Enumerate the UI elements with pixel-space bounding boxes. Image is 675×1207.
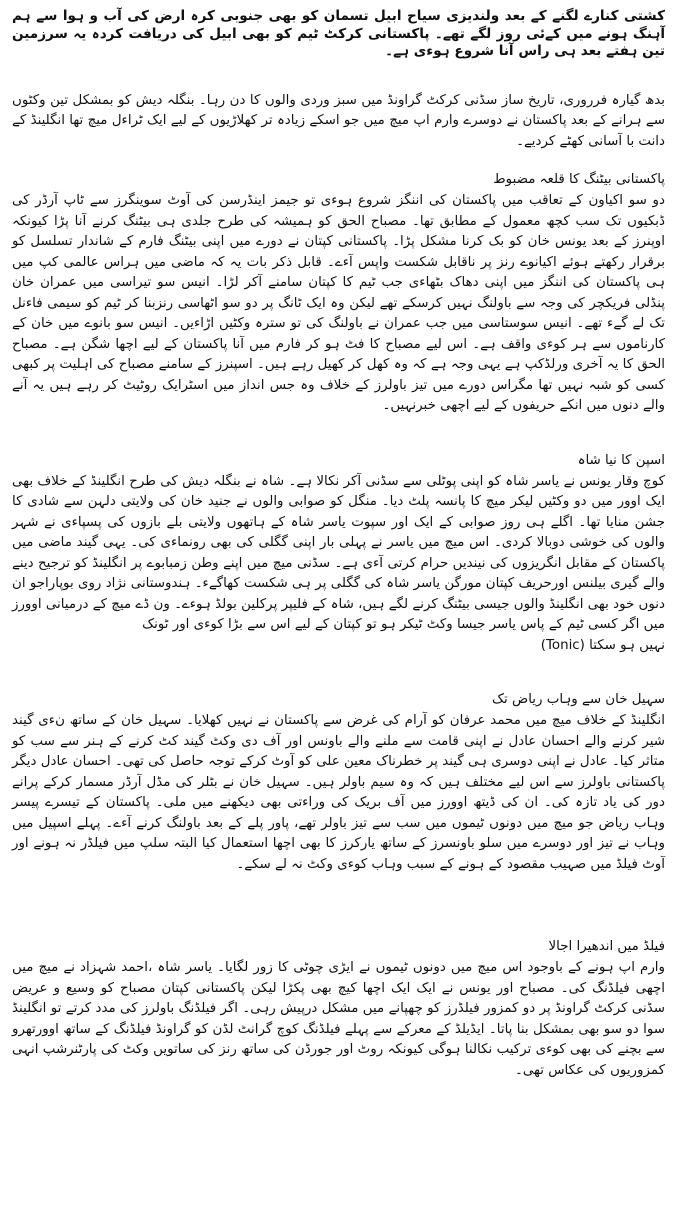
section-heading: اسپن کا نیا شاہ bbox=[577, 452, 665, 468]
section-pakistani-batting bbox=[12, 170, 665, 417]
article-lead: کشتی کنارے لگنے کے بعد ولندیزی سیاح ابیل تسمان کو بھی جنوبی کرہ ارض کی آب و ہوا سے ہم آہنگ ہونے میں کےئی روز لگے تھے۔ پاکستانی کرکٹ ٹیم کو بھی ابیل کی دریافت کردہ یہ سرزمین تین ہفتے بعد ہی راس آنا شروع ہوءی ہے۔ bbox=[12, 8, 665, 59]
section-heading: پاکستانی بیٹنگ کا قلعہ مضبوط bbox=[493, 172, 665, 187]
section-body: وارم اپ ہونے کے باوجود اس میچ میں دونوں ٹیموں نے ایڑی چوٹی کا زور لگایا۔ یاسر شاہ ،احمد شہزاد نے میچ میں اچھی فیلڈنگ کی۔ مصباح اور یونس نے ایک ایک اچھا کیچ بھی پکڑا لیکن پاکستانی کپتان مصباح کو وسیع و عریض سڈنی کرکٹ گراونڈ پر دو کمزور فیلڈرز کو چھپانے میں مشکل درپیش رہی۔ اگر فیلڈنگ باولرز کی مدد کرتے تو انگلینڈ سوا دو سو بھی بمشکل بنا پاتا۔ ایڈیلڈ کے معرکے سے پہلے فیلڈنگ کوچ گرانٹ لڈن کو گراونڈ فیلڈنگ کے ساتھ اوورتھرو سے بچنے کی بھی کوءی ترکیب نکالنا ہوگی کیونکہ روٹ اور جورڈن کی ساتھ رنز کی ساتویں وکٹ کی پارٹنرشپ انہی کمزوریوں کی عکاس تھی۔ bbox=[12, 960, 665, 1078]
section-body-tail bbox=[12, 636, 665, 657]
section-body: کوچ وقار یونس نے یاسر شاہ کو اپنی پوٹلی سے سڈنی آکر نکالا ہے۔ شاہ نے بنگلہ دیش کی طرح انگلینڈ کے خلاف بھی ایک اوور میں دو وکٹیں لیکر میچ کا پانسہ پلٹ دیا۔ منگل کو صوابی والوں نے جنید خان کی ولایتی دلہن سے شادی کا جشن منایا تھا۔ اگلے ہی روز صوابی کے ایک اور سپوت یاسر شاہ کے ہاتھوں ولایتی بلے بازوں کی پسپاءی نے شہر والوں کی خوشی دوبالا کردی۔ اس میچ میں یاسر نے پہلی بار اپنی گگلی کی بھی رونماءی کی۔ یہی گیند ماضی میں پاکستان کے مقابل انگریزوں کی نیندیں حرام کرتی آءی ہے۔ سڈنی میچ میں اپنے وطن زمبابوے پر انگلینڈ کو ترجیح دینے والے گیری بیلنس اورحریف کپتان مورگن یاسر شاہ کی گگلی پر ہی شکست کھاگےء۔ ہندوستانی نژاد روی بوپاراجو ان دنوں خود بھی انگلینڈ والوں جیسی بیٹنگ کرنے لگے ہیں، شاہ کے فلیپر پرکلین بولڈ ہوءے۔ ون ڈے میچ کے درمیانی اوورز میں اگر کسی ٹیم کے پاس یاسر جیسا وکٹ ٹیکر ہو تو کپتان کے لیے اس سے بڑا کوءی اور ٹونک bbox=[12, 473, 665, 632]
section-sohail-to-wahab bbox=[12, 690, 665, 875]
tail-english-term: (Tonic) bbox=[540, 637, 585, 653]
section-heading: سہیل خان سے وہاب ریاض تک bbox=[492, 692, 665, 707]
section-new-spin-king bbox=[12, 451, 665, 657]
section-fielding bbox=[12, 937, 665, 1081]
section-body: دو سو اکیاون کے تعاقب میں پاکستان کی اننگز شروع ہوءی تو جیمز اینڈرسن کی آوٹ سوینگرز سے ٹاپ آرڈر کی ڈبکیوں تک سب کچھ معمول کے مطابق تھا۔ مصباح الحق کو ہمیشہ کی طرح جلدی ہی بیٹنگ کرنے آنا پڑا کیونکہ اوپنرز کے بعد یونس خان کو بک کرنا مشکل پڑا۔ پاکستانی کپتان نے دورے میں اپنی بیٹنگ فارم کے شاندار تسلسل کو برقرار رکھتے ہوئے اکیانوے رنز پر ناقابل شکست واپس آءے۔ قابل ذکر بات یہ کہ ماضی میں ہراس عالمی کپ میں ہی پاکستان کی اننگز میں اپنی دھاک بٹھاءی جب ٹیم کا کپتان سامنے آکر لڑا۔ انیس سو تیراسی میں عمران خان پنڈلی فریکچر کی وجہ سے باولنگ نہیں کرسکے تھے لیکن وہ ایک ٹانگ پر دو سو اٹھاسی رنزبنا کر ٹیم کو سیمی فاءنل تک لے گےء تھے۔ انیس سوستاسی میں جب عمران نے باولنگ کی تو سترہ وکٹیں اڑاءیں۔ انیس سو بانوے میں خان کے کارناموں سے ہر کوءی واقف ہے۔ اس لیے مصباح کا فٹ ہو کر فارم میں آنا پاکستان کے لیے اچھا شگن ہے۔ مصباح الحق کا یہ آخری ورلڈکپ ہے یہی وجہ ہے کہ وہ کھل کر کھیل رہے ہیں۔ اسپنرز کے سامنے مصباح کی اہلیت پر کبھی کسی کو شبہ نہیں تھا مگراس دورے میں تیز باولرز کے خلاف وہ جس انداز میں اسٹرایک روٹیٹ کر رہے ہیں یہ آنے والے دنوں میں انکے حریفوں کے لیے اچھی خبرنہیں۔ bbox=[12, 193, 665, 413]
section-heading: فیلڈ میں اندھیرا اجالا bbox=[548, 939, 665, 954]
section-body: انگلینڈ کے خلاف میچ میں محمد عرفان کو آرام کی غرض سے پاکستان نے نہیں کھلایا۔ سہیل خان کے ساتھ نءی گیند شیر کرنے والے احسان عادل نے اپنی قامت سے ملنے والے باونس اور آف دی وکٹ گیند کٹ کرنے کے ہنر سے سب کو متاثر کیا۔ عادل نے اپنی دوسری ہی گیند پر خطرناک معین علی کو آوٹ کرکے توجہ حاصل کی تھی۔ احسان عادل دیگر پاکستانی باولرز سے اس لیے مختلف ہیں کہ وہ سیم باولر ہیں۔ سہیل خان نے بٹلر کی مڈل آرڈر مسمار کرکے پرانے دور کی یاد تازہ کی۔ ان کی ڈیتھ اوورز میں آف بریک کی وراءتی بھی دیکھنے میں ملی۔ پاکستان کے تیسرے پیسر وہاب ریاض جو میچ میں دونوں ٹیموں میں سب سے تیز باولر تھے، پاور پلے کے بعد باولنگ کرنے آءے۔ پہلے اسپیل میں وہاب نے تیز اور دوسرے میں سلو باونسرز کے ساتھ یارکرز کا بھی اچھا استعمال کیا البتہ سلپ میں فیلڈر نہ ہونے اور آوٹ فیلڈ میں صہیب مقصود کے ہونے کے سبب وہاب کوءی وکٹ نہ لے سکے۔ bbox=[12, 713, 665, 872]
tail-text: نہیں ہو سکتا bbox=[589, 637, 665, 653]
article-intro: بدھ گیارہ فرروری، تاریخ ساز سڈنی کرکٹ گراونڈ میں سبز وردی والوں کا دن رہا۔ بنگلہ دیش کو بمشکل تین وکٹوں سے ہرانے کے بعد پاکستان نے دوسرے وارم اپ میچ میں جو اسکے زیادہ تر کھلاڑیوں کے لیے ایک ٹراءل میچ تھا انگلینڈ کے دانت با آسانی کھٹے کردیے۔ bbox=[12, 92, 665, 149]
